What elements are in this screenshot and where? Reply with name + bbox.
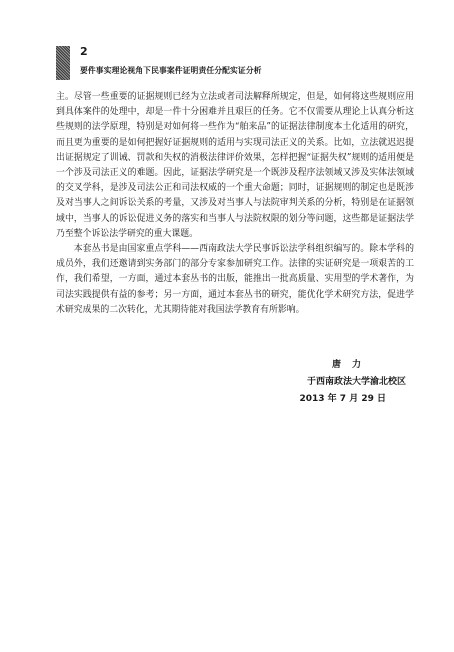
header-decoration-block xyxy=(56,46,70,80)
page-number: 2 xyxy=(80,45,88,58)
running-header xyxy=(56,42,406,82)
signature-block xyxy=(214,357,414,408)
body-text xyxy=(56,90,414,318)
paragraph-1: 主。尽管一些重要的证据规则已经为立法或者司法解释所规定，但是，如何将这些规则应用到具体案件的处理中，却是一件十分困难并且艰巨的任务。它不仅需要从理论上认真分析这些规则的法学原理，特别是对如何将一些作为“舶来品”的证据法律制度本土化适用的研究，而且更为重要的是如何把握好证据规则的适用与实现司法正义的关系。比如，立法就迟迟提出证据规定了训诫、罚款和失权的消极法律评价效果，怎样把握“证据失权”规则的适用便是一个涉及司法正义的难题。因此，证据法学研究是一个既涉及程序法领域又涉及实体法领域的交叉学科，是涉及司法公正和司法权威的一个重大命题；同时，证据规则的制定也是既涉及对当事人之间诉讼关系的考量，又涉及对当事人与法院审判关系的分析，特别是在证据领域中，当事人的诉讼促进义务的落实和当事人与法院权限的划分等问题，这些都是证据法学乃至整个诉讼法学研究的重大课题。 xyxy=(56,92,414,239)
signing-place: 于西南政法大学渝北校区 xyxy=(306,377,406,387)
running-title: 要件事实理论视角下民事案件证明责任分配实证分析 xyxy=(80,66,262,75)
author-name: 唐力 xyxy=(331,360,372,370)
paragraph-2: 本套丛书是由国家重点学科——西南政法大学民事诉讼法学科组织编写的。除本学科的成员外，我们还邀请到实务部门的部分专家参加研究工作。法律的实证研究是一项艰苦的工作，我们希望，一方面，通过本套丛书的出版，能推出一批高质量、实用型的学术著作，为司法实践提供有益的参考；另一方面，通过本套丛书的研究，能优化学术研究方法，促进学术研究成果的二次转化，尤其期待能对我国法学教育有所影响。 xyxy=(56,244,414,315)
signing-date: 2013 年 7 月 29 日 xyxy=(299,394,386,404)
